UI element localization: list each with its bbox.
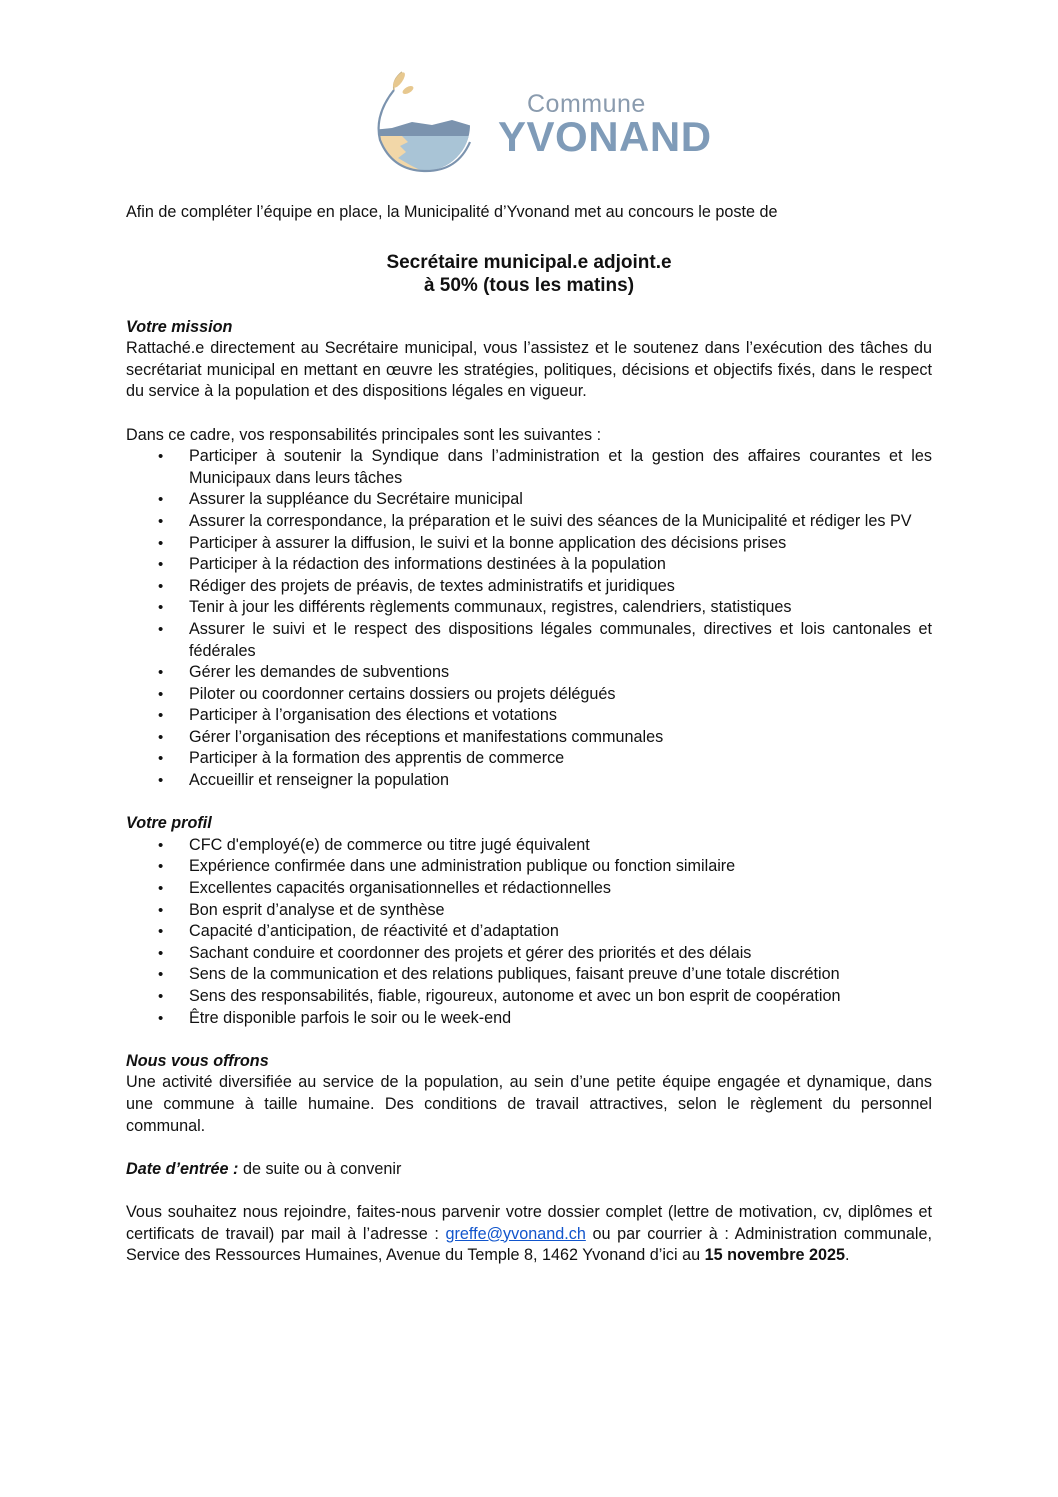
lake-emblem-icon — [372, 70, 492, 175]
list-item: • Bon esprit d’analyse et de synthèse — [126, 900, 932, 922]
list-item: • Rédiger des projets de préavis, de textes administratifs et juridiques — [126, 576, 932, 598]
job-title-line1: Secrétaire municipal.e adjoint.e — [386, 251, 672, 273]
list-item: • Gérer les demandes de subventions — [126, 662, 932, 684]
list-item: • Sachant conduire et coordonner des projets et gérer des priorités et des délais — [126, 943, 932, 965]
offer-heading: Nous vous offrons — [126, 1051, 269, 1070]
list-item: • Participer à assurer la diffusion, le suivi et la bonne application des décisions prises — [126, 533, 932, 555]
start-date-label: Date d’entrée : — [126, 1159, 239, 1178]
list-item: • Gérer l’organisation des réceptions et manifestations communales — [126, 727, 932, 749]
list-item: • Sens des responsabilités, fiable, rigoureux, autonome et avec un bon esprit de coopération — [126, 986, 932, 1008]
list-item: • Participer à la formation des apprentis de commerce — [126, 748, 932, 770]
list-item: • Être disponible parfois le soir ou le week-end — [126, 1008, 932, 1030]
mission-heading: Votre mission — [126, 317, 233, 336]
offer-text: Une activité diversifiée au service de la population, au sein d’une petite équipe engagée et dynamique, dans une commune à taille humaine. Des conditions de travail attractives, selon le règlement du personnel communal. — [126, 1073, 932, 1135]
profile-heading: Votre profil — [126, 814, 212, 833]
start-date-value: de suite ou à convenir — [238, 1159, 402, 1178]
list-item: • Tenir à jour les différents règlements communaux, registres, calendriers, statistiques — [126, 597, 932, 619]
application-text-before: Vous souhaitez nous rejoindre, faites-nous parvenir votre dossier complet (lettre de motivation, cv, diplômes et certificats de travail) par mail à l’adresse : — [126, 1202, 932, 1243]
responsibilities-intro: Dans ce cadre, vos responsabilités principales sont les suivantes : — [126, 425, 602, 444]
profile-list — [126, 835, 932, 1029]
mission-text: Rattaché.e directement au Secrétaire municipal, vous l’assistez et le soutenez dans l’exécution des tâches du secrétariat municipal en mettant en œuvre les stratégies, politiques, décisions et objectifs fixés, dans le respect du service à la population et des dispositions légales en vigueur. — [126, 339, 932, 401]
list-item: • Participer à l’organisation des élections et votations — [126, 705, 932, 727]
list-item: • Sens de la communication et des relations publiques, faisant preuve d’une totale discrétion — [126, 964, 932, 986]
email-link[interactable]: greffe@yvonand.ch — [445, 1224, 586, 1243]
list-item: • Excellentes capacités organisationnelles et rédactionnelles — [126, 878, 932, 900]
job-title — [126, 251, 932, 297]
application-end: . — [845, 1246, 850, 1265]
list-item: • Participer à la rédaction des informations destinées à la population — [126, 554, 932, 576]
application-text — [126, 1202, 932, 1267]
application-text-after: ou par courrier à : Administration communale, Service des Ressources Humaines, Avenue du Temple 8, 1462 Yvonand d’ici au — [126, 1224, 933, 1265]
list-item: • Participer à soutenir la Syndique dans l’administration et la gestion des affaires courantes et les Municipaux dans leurs tâches — [126, 446, 932, 489]
list-item: • Accueillir et renseigner la population — [126, 770, 932, 792]
intro-text: Afin de compléter l’équipe en place, la Municipalité d’Yvonand met au concours le poste de — [126, 203, 778, 221]
list-item: • Expérience confirmée dans une administration publique ou fonction similaire — [126, 856, 932, 878]
job-posting-body — [126, 202, 932, 1267]
list-item: • Piloter ou coordonner certains dossiers ou projets délégués — [126, 684, 932, 706]
logo-commune-text: Commune — [527, 90, 646, 118]
list-item: • Assurer la correspondance, la préparation et le suivi des séances de la Municipalité et rédiger les PV — [126, 511, 932, 533]
list-item: • Assurer la suppléance du Secrétaire municipal — [126, 489, 932, 511]
start-date — [126, 1159, 932, 1181]
job-title-line2: à 50% (tous les matins) — [423, 274, 635, 296]
commune-logo — [372, 70, 717, 175]
responsibilities-list — [126, 446, 932, 792]
deadline: 15 novembre 2025 — [704, 1246, 846, 1265]
list-item: • Assurer le suivi et le respect des dispositions légales communales, directives et lois cantonales et fédérales — [126, 619, 932, 662]
list-item: • CFC d'employé(e) de commerce ou titre jugé équivalent — [126, 835, 932, 857]
list-item: • Capacité d’anticipation, de réactivité et d’adaptation — [126, 921, 932, 943]
logo-yvonand-text: YVONAND — [498, 113, 712, 160]
